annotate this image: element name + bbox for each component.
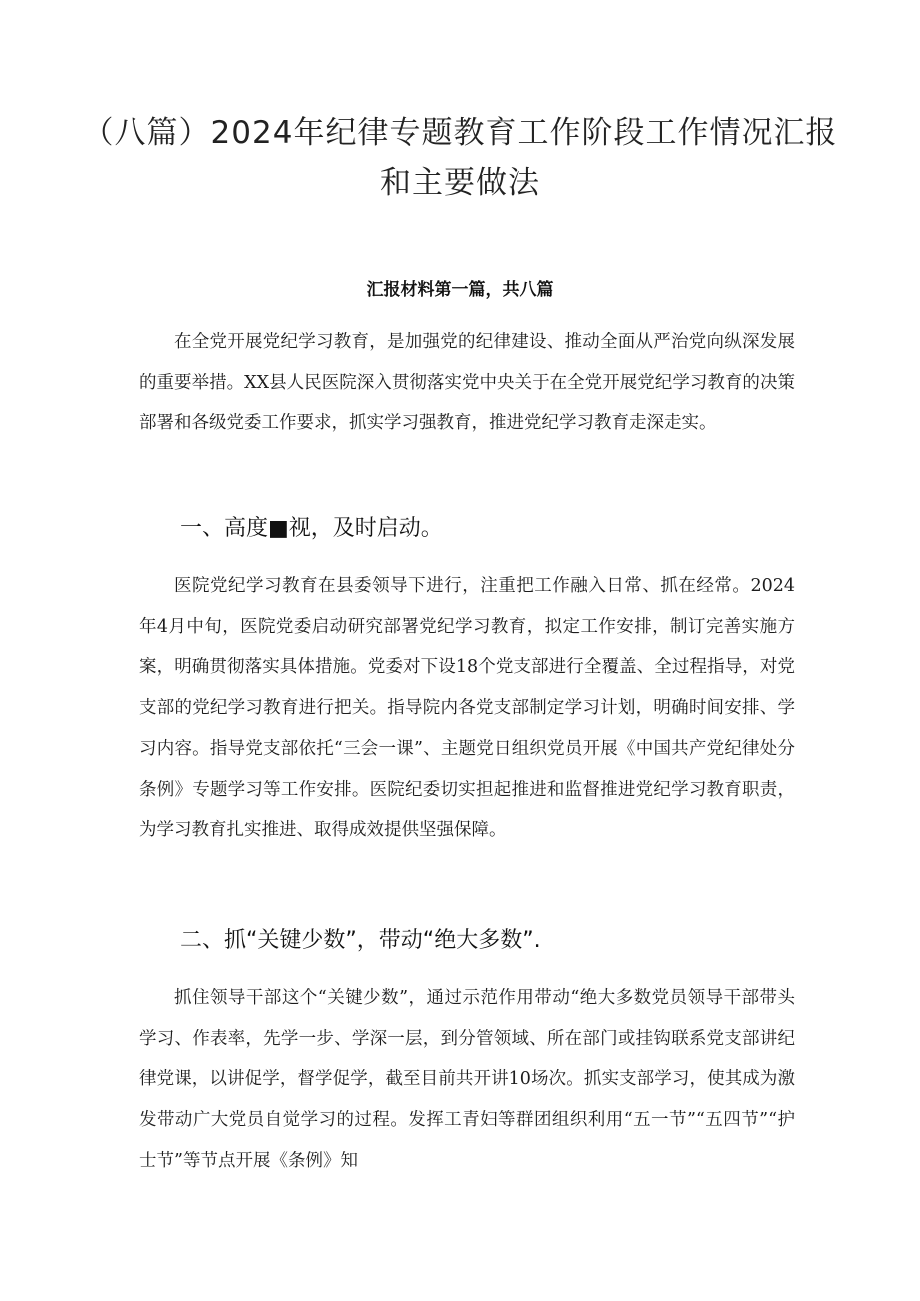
document-subtitle: 汇报材料第一篇，共八篇 bbox=[366, 280, 554, 300]
paragraph-section-1: 医院党纪学习教育在县委领导下进行，注重把工作融入日常、抓在经常。2024年4月中旬，医院党委启动研究部署党纪学习教育，拟定工作安排，制订完善实施方案，明确贯彻落实具体措施。党委对下设18个党支部进行全覆盖、全过程指导，对党支部的党纪学习教育进行把关。指导院内各党支部制定学习计划，明确时间安排、学习内容。指导党支部依托“三会一课”、主题党日组织党员开展《中国共产党纪律处分条例》专题学习等工作安排。医院纪委切实担起推进和监督推进党纪学习教育职责，为学习教育扎实推进、取得成效提供坚强保障。 bbox=[139, 576, 795, 841]
paragraph-section-2: 抓住领导干部这个“关键少数”，通过示范作用带动“绝大多数党员领导干部带头学习、作表率，先学一步、学深一层，到分管领域、所在部门或挂钩联系党支部讲纪律党课，以讲促学，督学促学，截至目前共开讲10场次。抓实支部学习，使其成为激发带动广大党员自觉学习的过程。发挥工青妇等群团组织利用“五一节”“五四节”“护士节”等节点开展《条例》知 bbox=[139, 988, 795, 1171]
section-heading-2: 二、抓“关键少数”，带动“绝大多数”. bbox=[180, 928, 541, 953]
document-title: （八篇）2024年纪律专题教育工作阶段工作情况汇报和主要做法 bbox=[82, 115, 838, 201]
section-heading-1: 一、高度■视，及时启动。 bbox=[180, 516, 443, 541]
paragraph-intro: 在全党开展党纪学习教育，是加强党的纪律建设、推动全面从严治党向纵深发展的重要举措。XX县人民医院深入贯彻落实党中央关于在全党开展党纪学习教育的决策部署和各级党委工作要求，抓实学习强教育，推进党纪学习教育走深走实。 bbox=[139, 332, 795, 434]
